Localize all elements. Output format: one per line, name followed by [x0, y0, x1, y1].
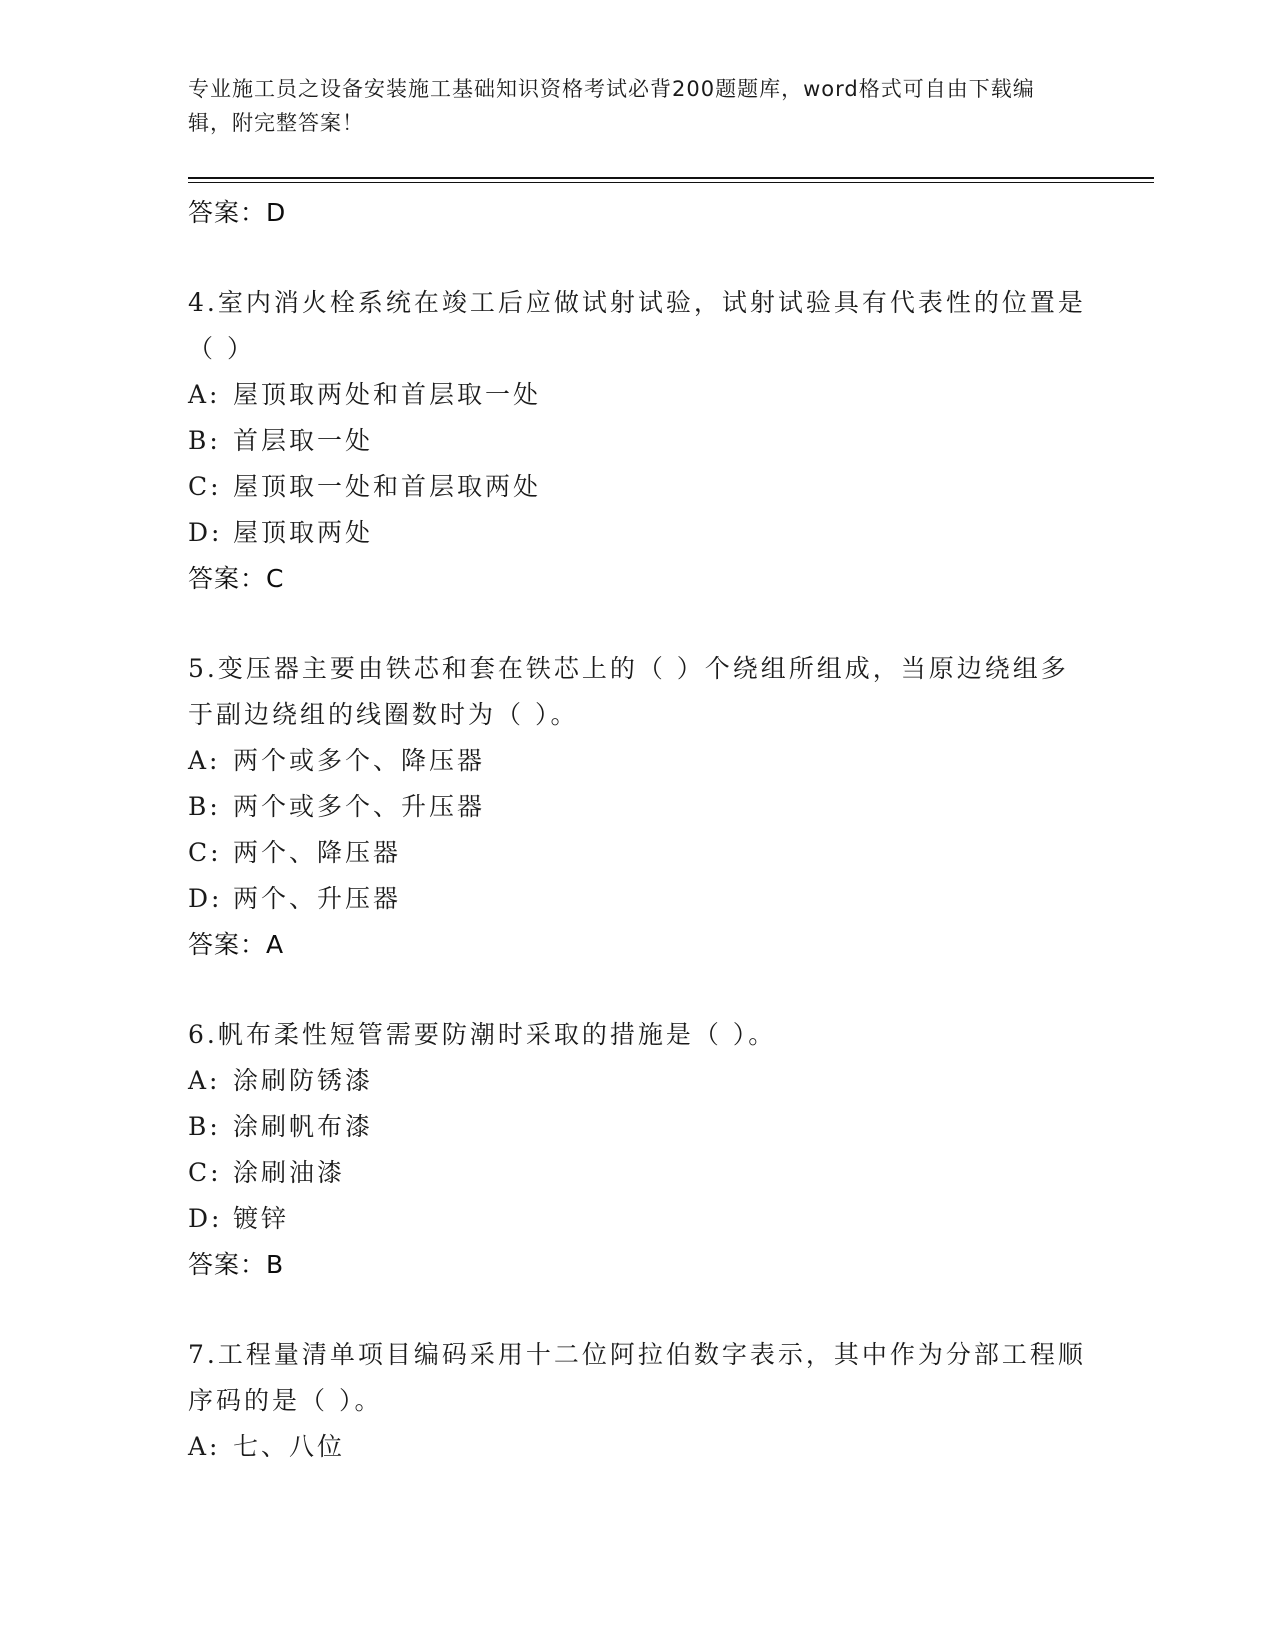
question-list [188, 190, 1088, 1470]
option-letter: A: [188, 1066, 221, 1095]
option-d [188, 510, 1088, 556]
option-text: 两个、升压器 [233, 884, 402, 913]
option-letter: D: [188, 1204, 223, 1233]
option-letter: B: [188, 1112, 221, 1141]
option-letter: D: [188, 518, 223, 547]
option-text: 涂刷防锈漆 [233, 1066, 374, 1095]
option-letter: B: [188, 426, 221, 455]
document-header: 专业施工员之设备安装施工基础知识资格考试必背200题题库，word格式可自由下载编辑，附完整答案！ [188, 77, 1035, 135]
option-a [188, 1424, 1088, 1470]
option-a [188, 1058, 1088, 1104]
option-text: 首层取一处 [233, 426, 374, 455]
option-text: 涂刷帆布漆 [233, 1112, 374, 1141]
option-d [188, 1196, 1088, 1242]
option-text: 镀锌 [233, 1204, 290, 1233]
answer-line: 答案：C [188, 564, 285, 593]
option-letter: C: [188, 472, 222, 501]
option-text: 涂刷油漆 [233, 1158, 346, 1187]
question-stem: 4.室内消火栓系统在竣工后应做试射试验，试射试验具有代表性的位置是（ ） [188, 288, 1086, 363]
question-4 [188, 280, 1088, 602]
header-rule-thin [188, 182, 1154, 183]
answer-line: 答案：A [188, 930, 285, 959]
option-letter: C: [188, 1158, 222, 1187]
question-7 [188, 1332, 1088, 1470]
option-b [188, 784, 1088, 830]
option-c [188, 830, 1088, 876]
option-text: 屋顶取一处和首层取两处 [233, 472, 542, 501]
option-a [188, 738, 1088, 784]
answer-line: 答案：B [188, 1250, 285, 1279]
option-letter: A: [188, 1432, 221, 1461]
option-letter: A: [188, 380, 221, 409]
option-text: 两个或多个、降压器 [233, 746, 486, 775]
answer-line: 答案：D [188, 198, 287, 227]
option-text: 屋顶取两处和首层取一处 [233, 380, 542, 409]
question-5 [188, 646, 1088, 968]
option-letter: B: [188, 792, 221, 821]
option-c [188, 464, 1088, 510]
question-stem: 5.变压器主要由铁芯和套在铁芯上的（ ）个绕组所组成，当原边绕组多于副边绕组的线圈数时为（ ）。 [188, 654, 1069, 729]
question-stem: 6.帆布柔性短管需要防潮时采取的措施是（ ）。 [188, 1020, 777, 1049]
option-letter: C: [188, 838, 222, 867]
option-text: 屋顶取两处 [233, 518, 374, 547]
option-text: 两个或多个、升压器 [233, 792, 486, 821]
question-6 [188, 1012, 1088, 1288]
option-letter: A: [188, 746, 221, 775]
option-c [188, 1150, 1088, 1196]
option-b [188, 1104, 1088, 1150]
option-b [188, 418, 1088, 464]
header-rule-thick [188, 177, 1154, 179]
option-text: 七、八位 [233, 1432, 346, 1461]
option-a [188, 372, 1088, 418]
option-text: 两个、降压器 [233, 838, 402, 867]
option-letter: D: [188, 884, 223, 913]
option-d [188, 876, 1088, 922]
question-stem: 7.工程量清单项目编码采用十二位阿拉伯数字表示，其中作为分部工程顺序码的是（ ）。 [188, 1340, 1086, 1415]
